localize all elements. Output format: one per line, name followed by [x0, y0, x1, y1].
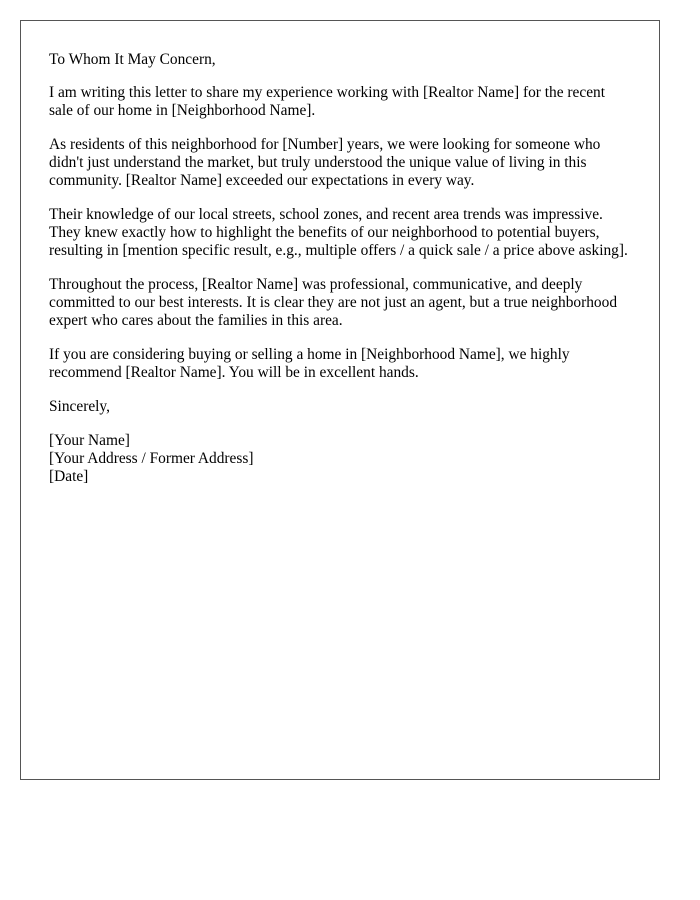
paragraph-recommendation: If you are considering buying or selling a home in [Neighborhood Name], we highly recommend [Realtor Name]. You will be in excellent hands.	[49, 346, 570, 381]
paragraph-process: Throughout the process, [Realtor Name] was professional, communicative, and deeply committed to our best interests. It is clear they are not just an agent, but a true neighborhood expert who cares about the families in this area.	[49, 276, 618, 329]
signature-address: [Your Address / Former Address]	[49, 450, 254, 467]
salutation: To Whom It May Concern,	[49, 51, 216, 68]
paragraph-knowledge: Their knowledge of our local streets, school zones, and recent area trends was impressive. They knew exactly how to highlight the benefits of our neighborhood to potential buyers, resulting in [mention specific result, e.g., multiple offers / a quick sale / a price above asking].	[49, 206, 628, 259]
paragraph-residents: As residents of this neighborhood for [Number] years, we were looking for someone who didn't just understand the market, but truly understood the unique value of living in this community. [Realtor Name] exceeded our expectations in every way.	[49, 136, 601, 189]
signature-date: [Date]	[49, 468, 89, 485]
closing: Sincerely,	[49, 398, 110, 415]
paragraph-intro: I am writing this letter to share my experience working with [Realtor Name] for the recent sale of our home in [Neighborhood Name].	[49, 84, 606, 119]
letter-page	[20, 20, 660, 780]
signature-name: [Your Name]	[49, 432, 130, 449]
signature-block	[49, 432, 631, 486]
